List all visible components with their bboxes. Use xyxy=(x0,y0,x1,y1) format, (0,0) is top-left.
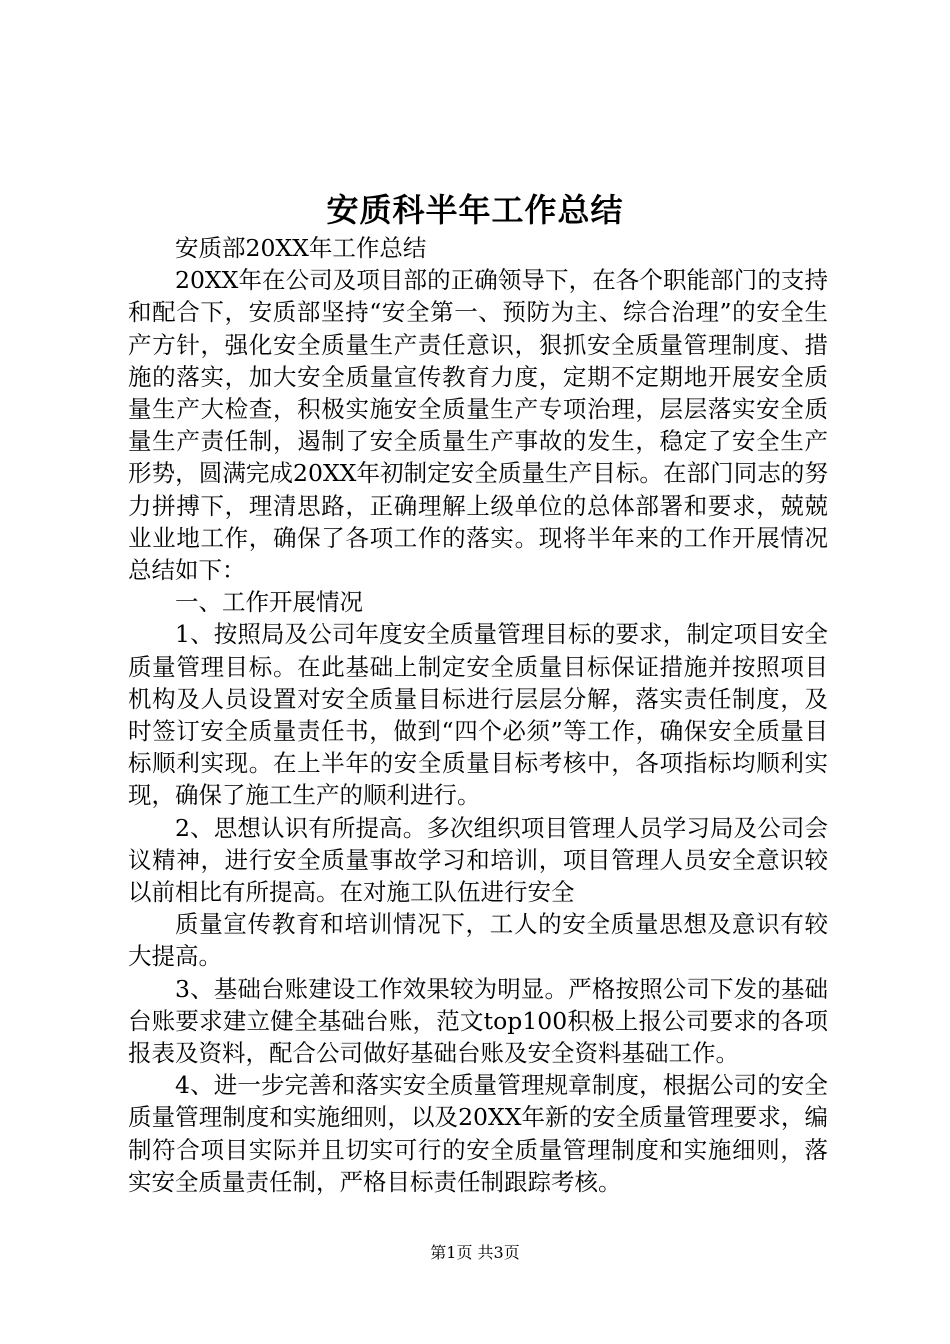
section-heading: 一、工作开展情况 xyxy=(175,588,363,617)
document-title: 安质科半年工作总结 xyxy=(326,191,624,229)
paragraph-item-2: 2、思想认识有所提高。多次组织项目管理人员学习局及公司会议精神，进行安全质量事故学习和培训，项目管理人员安全意识较以前相比有所提高。在对施工队伍进行安全 xyxy=(128,813,828,907)
paragraph-item-1: 1、按照局及公司年度安全质量管理目标的要求，制定项目安全质量管理目标。在此基础上制定安全质量目标保证措施并按照项目机构及人员设置对安全质量目标进行层层分解，落实责任制度，及时签订安全质量责任书，做到“四个必须”等工作，确保安全质量目标顺利实现。在上半年的安全质量目标考核中，各项指标均顺利实现，确保了施工生产的顺利进行。 xyxy=(128,620,828,810)
page-number-footer: 第1页 共3页 xyxy=(430,1243,520,1262)
document-body xyxy=(128,232,828,1198)
paragraph-item-2-continued: 质量宣传教育和培训情况下，工人的安全质量思想及意识有较大提高。 xyxy=(128,910,828,971)
paragraph-item-4: 4、进一步完善和落实安全质量管理规章制度，根据公司的安全质量管理制度和实施细则，以及20XX年新的安全质量管理要求，编制符合项目实际并且切实可行的安全质量管理制度和实施细则，落实安全质量责任制，严格目标责任制跟踪考核。 xyxy=(128,1071,828,1196)
paragraph-item-3: 3、基础台账建设工作效果较为明显。严格按照公司下发的基础台账要求建立健全基础台账，范文top100积极上报公司要求的各项报表及资料，配合公司做好基础台账及安全资料基础工作。 xyxy=(128,974,828,1068)
paragraph-subtitle: 安质部20XX年工作总结 xyxy=(175,234,427,262)
paragraph-intro: 20XX年在公司及项目部的正确领导下，在各个职能部门的支持和配合下，安质部坚持“安全第一、预防为主、综合治理”的安全生产方针，强化安全质量生产责任意识，狠抓安全质量管理制度、措施的落实，加大安全质量宣传教育力度，定期不定期地开展安全质量生产大检查，积极实施安全质量生产专项治理，层层落实安全质量生产责任制，遏制了安全质量生产事故的发生，稳定了安全生产形势，圆满完成20XX年初制定安全质量生产目标。在部门同志的努力拼搏下，理清思路，正确理解上级单位的总体部署和要求，兢兢业业地工作，确保了各项工作的落实。现将半年来的工作开展情况总结如下： xyxy=(128,266,828,585)
